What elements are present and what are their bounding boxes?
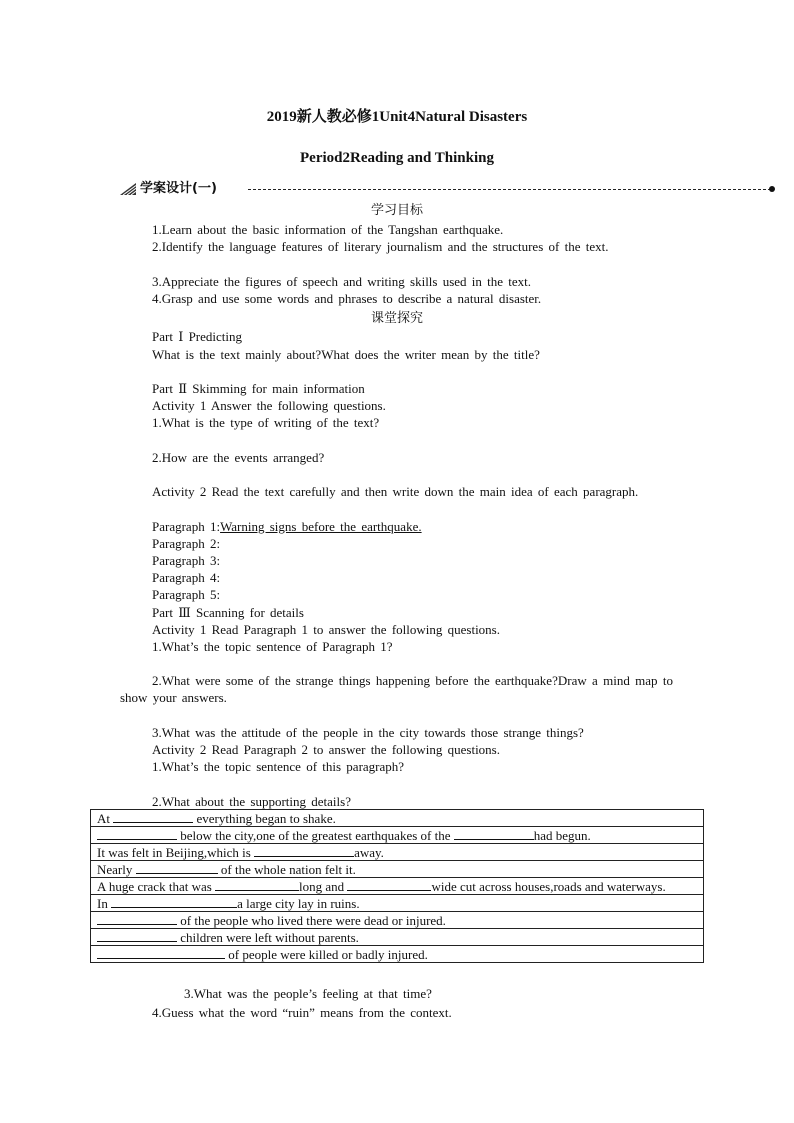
part3-activity1: Activity 1 Read Paragraph 1 to answer the following questions. — [152, 622, 500, 637]
part2-question2: 2.How are the events arranged? — [152, 450, 325, 465]
fill-blank[interactable] — [97, 827, 177, 840]
part3-question1: 1.What’s the topic sentence of Paragraph 1? — [152, 639, 393, 654]
classroom-heading: 课堂探究 — [370, 311, 423, 326]
document-title: 2019新人教必修1Unit4Natural Disasters — [266, 109, 528, 125]
part2-question1: 1.What is the type of writing of the text? — [152, 415, 380, 430]
fill-blank[interactable] — [347, 878, 431, 891]
table-row: In a large city lay in ruins. — [91, 895, 704, 912]
part1-question: What is the text mainly about?What does the writer mean by the title? — [152, 347, 540, 362]
after-question4: 4.Guess what the word “ruin” means from the context. — [152, 1005, 452, 1020]
objective-item: 4.Grasp and use some words and phrases to describe a natural disaster. — [152, 291, 542, 306]
fill-blank[interactable] — [97, 929, 177, 942]
paragraph-3-label: Paragraph 3: — [152, 553, 221, 568]
paragraph-1-answer: Warning signs before the earthquake. — [220, 519, 422, 534]
part3-question2: 2.What were some of the strange things happening before the earthquake?Draw a mind map to show your answers. — [120, 673, 673, 705]
part3-a2-question1: 1.What’s the topic sentence of this paragraph? — [152, 759, 405, 774]
section-label: 学案设计(一) — [140, 181, 217, 196]
section-header-bar — [120, 180, 775, 198]
section-marker-icon — [120, 183, 136, 195]
part2-activity2: Activity 2 Read the text carefully and then write down the main idea of each paragraph. — [152, 484, 639, 499]
part3-activity2: Activity 2 Read Paragraph 2 to answer the following questions. — [152, 742, 500, 757]
paragraph-1-row — [152, 518, 422, 535]
fill-blank[interactable] — [97, 912, 177, 925]
paragraph-4-label: Paragraph 4: — [152, 570, 221, 585]
table-row: At everything began to shake. — [91, 810, 704, 827]
fill-blank[interactable] — [215, 878, 299, 891]
part3-question3: 3.What was the attitude of the people in the city towards those strange things? — [152, 725, 584, 740]
part2-title: Part Ⅱ Skimming for main information — [152, 381, 365, 396]
objective-item: 3.Appreciate the figures of speech and writing skills used in the text. — [152, 274, 532, 289]
table-row: It was felt in Beijing,which is away. — [91, 844, 704, 861]
objective-item: 2.Identify the language features of literary journalism and the structures of the text. — [152, 239, 609, 254]
fill-blank[interactable] — [454, 827, 534, 840]
part3-title: Part Ⅲ Scanning for details — [152, 605, 304, 620]
fill-blank[interactable] — [97, 946, 225, 959]
section-divider-end — [769, 186, 775, 192]
part2-activity1: Activity 1 Answer the following questions. — [152, 398, 386, 413]
table-row: A huge crack that was long and wide cut across houses,roads and waterways. — [91, 878, 704, 895]
paragraph-2-label: Paragraph 2: — [152, 536, 221, 551]
paragraph-5-label: Paragraph 5: — [152, 587, 221, 602]
paragraph-1-label: Paragraph 1: — [152, 519, 221, 534]
after-question3: 3.What was the people’s feeling at that time? — [184, 986, 432, 1001]
section-divider — [248, 189, 771, 190]
fill-blank[interactable] — [254, 844, 354, 857]
table-row: Nearly of the whole nation felt it. — [91, 861, 704, 878]
table-row: of the people who lived there were dead or injured. — [91, 912, 704, 929]
supporting-details-table — [90, 809, 704, 963]
document-subtitle: Period2Reading and Thinking — [300, 150, 494, 166]
fill-blank[interactable] — [111, 895, 237, 908]
table-row: children were left without parents. — [91, 929, 704, 946]
part1-title: Part Ⅰ Predicting — [152, 329, 243, 344]
table-row: of people were killed or badly injured. — [91, 946, 704, 963]
objective-item: 1.Learn about the basic information of the Tangshan earthquake. — [152, 222, 504, 237]
table-row: below the city,one of the greatest earthquakes of the had begun. — [91, 827, 704, 844]
part3-a2-question2: 2.What about the supporting details? — [152, 794, 351, 809]
fill-blank[interactable] — [136, 861, 218, 874]
fill-blank[interactable] — [113, 810, 193, 823]
objectives-heading: 学习目标 — [370, 203, 423, 218]
